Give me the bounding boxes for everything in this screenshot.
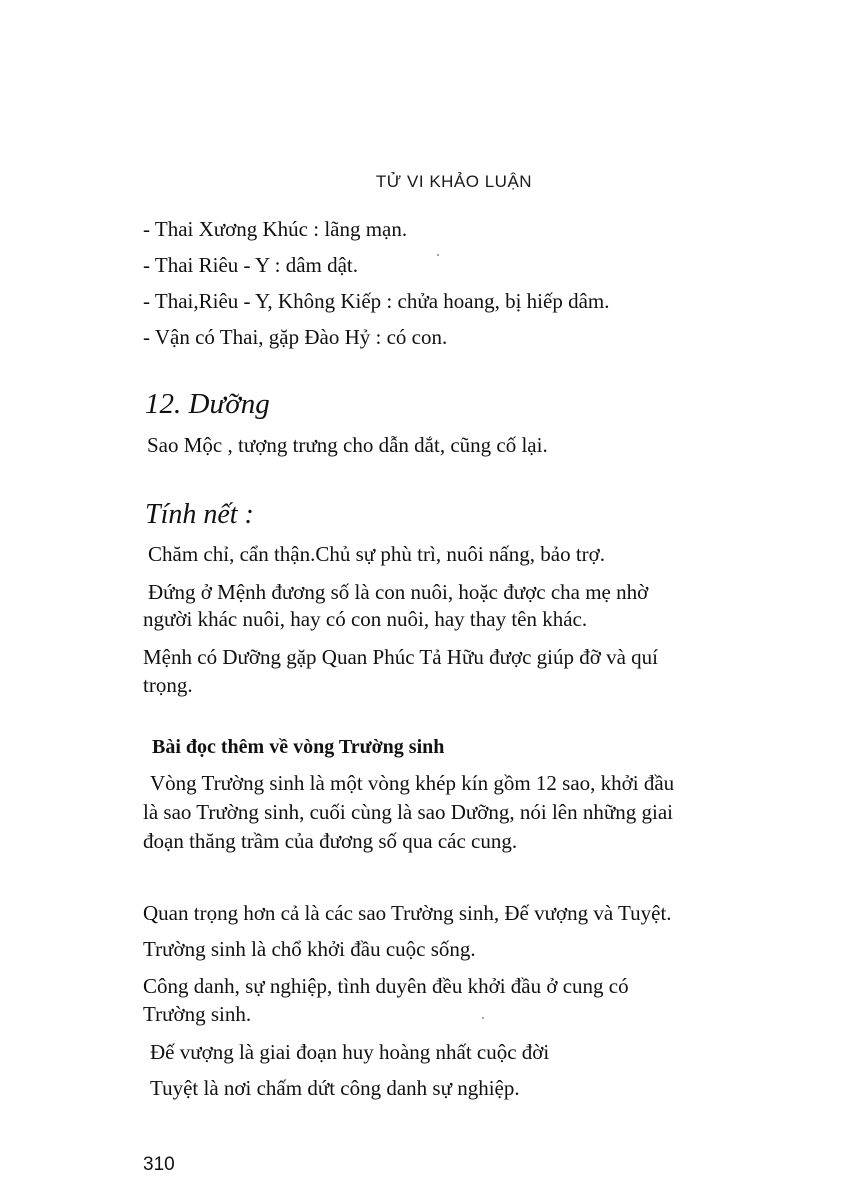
paragraph-line: là sao Trường sinh, cuối cùng là sao Dưỡng, nói lên những giai	[143, 800, 673, 824]
page-number: 310	[143, 1154, 175, 1175]
paragraph-line: Mệnh có Dưỡng gặp Quan Phúc Tả Hữu được giúp đỡ và quí	[143, 645, 658, 669]
bullet-item: - Vận có Thai, gặp Đào Hỷ : có con.	[143, 325, 448, 349]
paragraph-line: Tuyệt là nơi chấm dứt công danh sự nghiệp.	[150, 1076, 520, 1100]
paragraph-line: Trường sinh.	[143, 1002, 252, 1026]
paragraph-line: Chăm chỉ, cẩn thận.Chủ sự phù trì, nuôi nấng, bảo trợ.	[148, 542, 605, 566]
paragraph-line: Công danh, sự nghiệp, tình duyên đều khởi đầu ở cung có	[143, 974, 629, 998]
reading-heading: Bài đọc thêm về vòng Trường sinh	[152, 736, 445, 758]
scan-speck	[437, 254, 439, 256]
bullet-item: - Thai,Riêu - Y, Không Kiếp : chửa hoang, bị hiếp dâm.	[143, 289, 610, 313]
paragraph-line: Đế vượng là giai đoạn huy hoàng nhất cuộc đời	[150, 1040, 550, 1064]
section-heading: 12. Dưỡng	[145, 388, 270, 420]
scan-speck	[482, 1017, 484, 1019]
paragraph-line: trọng.	[143, 673, 193, 697]
section-intro: Sao Mộc , tượng trưng cho dẫn dắt, cũng cố lại.	[147, 433, 548, 457]
paragraph-line: Vòng Trường sinh là một vòng khép kín gồm 12 sao, khởi đầu	[150, 771, 675, 795]
bullet-item: - Thai Xương Khúc : lãng mạn.	[143, 217, 408, 241]
running-header: TỬ VI KHẢO LUẬN	[375, 172, 533, 191]
bullet-item: - Thai Riêu - Y : dâm dật.	[143, 253, 359, 277]
paragraph-line: Trường sinh là chổ khởi đầu cuộc sống.	[143, 937, 476, 961]
paragraph-line: Quan trọng hơn cả là các sao Trường sinh, Đế vượng và Tuyệt.	[143, 901, 672, 925]
paragraph-line: Đứng ở Mệnh đương số là con nuôi, hoặc được cha mẹ nhờ	[148, 580, 649, 604]
paragraph-line: đoạn thăng trầm của đương số qua các cung.	[143, 829, 518, 853]
paragraph-line: người khác nuôi, hay có con nuôi, hay thay tên khác.	[143, 607, 588, 631]
subheading-tinh-net: Tính nết :	[145, 499, 254, 530]
